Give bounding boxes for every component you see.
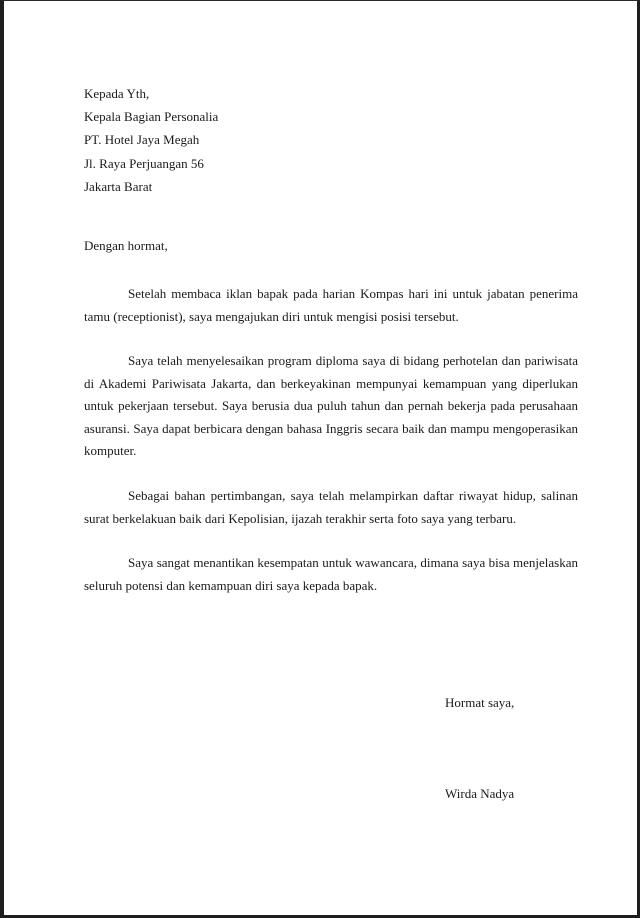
salutation: Dengan hormat, bbox=[84, 238, 168, 253]
closing: Hormat saya, bbox=[445, 695, 515, 710]
body-paragraph-1: Setelah membaca iklan bapak pada harian Kompas hari ini untuk jabatan penerima tamu (receptionist), saya mengajukan diri untuk mengisi posisi tersebut. bbox=[84, 286, 578, 324]
recipient-address bbox=[84, 82, 218, 198]
signature-name: Wirda Nadya bbox=[445, 786, 515, 801]
recipient-line-street: Jl. Raya Perjuangan 56 bbox=[84, 155, 204, 171]
body-paragraph-3: Sebagai bahan pertimbangan, saya telah melampirkan daftar riwayat hidup, salinan surat berkelakuan baik dari Kepolisian, ijazah terakhir serta foto saya yang terbaru. bbox=[84, 488, 578, 526]
body-paragraph-2: Saya telah menyelesaikan program diploma saya di bidang perhotelan dan pariwisata di Akademi Pariwisata Jakarta, dan berkeyakinan mempunyai kemampuan yang diperlukan untuk pekerjaan tersebut. Saya berusia dua puluh tahun dan pernah bekerja pada perusahaan asuransi. Saya dapat berbicara dengan bahasa Inggris secara baik dan mampu mengoperasikan komputer. bbox=[84, 353, 578, 459]
body-paragraph-4: Saya sangat menantikan kesempatan untuk wawancara, dimana saya bisa menjelaskan seluruh potensi dan kemampuan diri saya kepada bapak. bbox=[84, 555, 578, 593]
recipient-line-position: Kepala Bagian Personalia bbox=[84, 109, 219, 125]
recipient-line-greeting: Kepada Yth, bbox=[84, 86, 150, 101]
recipient-line-city: Jakarta Barat bbox=[84, 178, 153, 194]
recipient-line-company: PT. Hotel Jaya Megah bbox=[84, 132, 200, 148]
